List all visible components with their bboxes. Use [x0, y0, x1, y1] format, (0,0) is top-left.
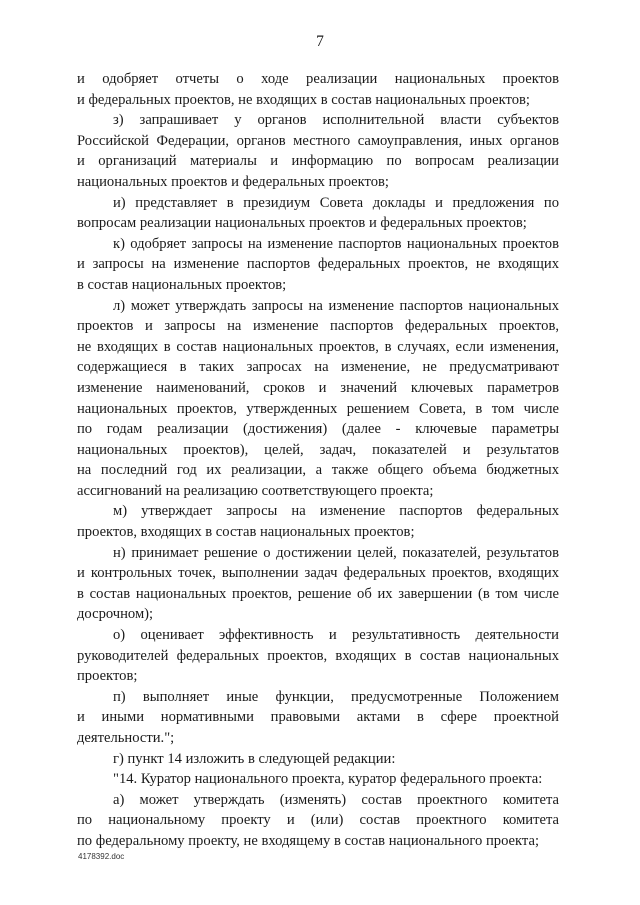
- text-line: з) запрашивает у органов исполнительной власти субъектов: [113, 112, 559, 129]
- text-line: в состав национальных проектов, решение об их завершении (в том числе: [77, 585, 559, 602]
- document-file-code: 4178392.doc: [78, 852, 125, 861]
- paragraph: [77, 625, 559, 687]
- text-line: ассигнований на реализацию соответствующего проекта;: [77, 482, 434, 499]
- paragraph: [77, 501, 559, 542]
- text-line: по национальному проекту и (или) состав проектного комитета: [77, 812, 559, 829]
- text-line: и контрольных точек, выполнении задач федеральных проектов, входящих: [77, 565, 559, 582]
- paragraph: [77, 769, 559, 790]
- text-line: национальных проектов), целей, задач, показателей и результатов: [77, 441, 559, 458]
- text-line: к) одобряет запросы на изменение паспортов национальных проектов: [113, 235, 559, 252]
- paragraph: [77, 69, 559, 110]
- text-line: м) утверждает запросы на изменение паспортов федеральных: [113, 503, 559, 520]
- document-body: [77, 69, 559, 852]
- text-line: изменение наименований, сроков и значений ключевых параметров: [77, 379, 559, 396]
- text-line: Российской Федерации, органов местного самоуправления, иных органов: [77, 132, 559, 149]
- text-line: руководителей федеральных проектов, входящих в состав национальных: [77, 647, 559, 664]
- paragraph: [77, 687, 559, 749]
- paragraph: [77, 193, 559, 234]
- paragraph: [77, 296, 559, 502]
- text-line: деятельности.";: [77, 730, 175, 746]
- text-line: а) может утверждать (изменять) состав проектного комитета: [113, 791, 559, 808]
- text-line: по федеральному проекту, не входящему в состав национального проекта;: [77, 832, 540, 849]
- text-line: содержащиеся в таких запросах на изменение, не предусматривают: [77, 359, 559, 376]
- text-line: проектов;: [77, 668, 138, 685]
- paragraph: [77, 749, 559, 770]
- text-line: проектов и запросы на изменение паспортов федеральных проектов,: [77, 318, 559, 335]
- text-line: и одобряет отчеты о ходе реализации национальных проектов: [77, 71, 559, 87]
- text-line: проектов, входящих в состав национальных проектов;: [77, 524, 415, 541]
- paragraph: [77, 234, 559, 296]
- text-line: на последний год их реализации, а также общего объема бюджетных: [77, 462, 559, 479]
- paragraph: [77, 790, 559, 852]
- text-line: национальных проектов, утвержденных решением Совета, в том числе: [77, 400, 559, 417]
- text-line: н) принимает решение о достижении целей, показателей, результатов: [113, 544, 559, 561]
- text-line: о) оценивает эффективность и результативность деятельности: [113, 627, 559, 644]
- text-line: л) может утверждать запросы на изменение паспортов национальных: [113, 297, 559, 314]
- text-line: в состав национальных проектов;: [77, 276, 287, 293]
- text-line: и запросы на изменение паспортов федеральных проектов, не входящих: [77, 256, 559, 273]
- text-line: п) выполняет иные функции, предусмотренные Положением: [113, 688, 559, 705]
- text-line: "14. Куратор национального проекта, куратор федерального проекта:: [113, 771, 543, 788]
- paragraph: [77, 543, 559, 625]
- text-line: не входящих в состав национальных проектов, в случаях, если изменения,: [77, 338, 559, 355]
- text-line: г) пункт 14 изложить в следующей редакции:: [113, 750, 396, 767]
- paragraph: [77, 110, 559, 192]
- page-number: 7: [316, 33, 324, 50]
- text-line: национальных проектов и федеральных проектов;: [77, 173, 389, 190]
- text-line: и организаций материалы и информацию по вопросам реализации: [77, 153, 559, 170]
- text-line: и федеральных проектов, не входящих в состав национальных проектов;: [77, 91, 530, 108]
- text-line: по годам реализации (достижения) (далее - ключевые параметры: [77, 421, 559, 438]
- text-line: и) представляет в президиум Совета доклады и предложения по: [113, 194, 559, 211]
- text-line: досрочном);: [77, 606, 154, 623]
- text-line: вопросам реализации национальных проектов и федеральных проектов;: [77, 215, 527, 232]
- text-line: и иными нормативными правовыми актами в сфере проектной: [77, 709, 559, 726]
